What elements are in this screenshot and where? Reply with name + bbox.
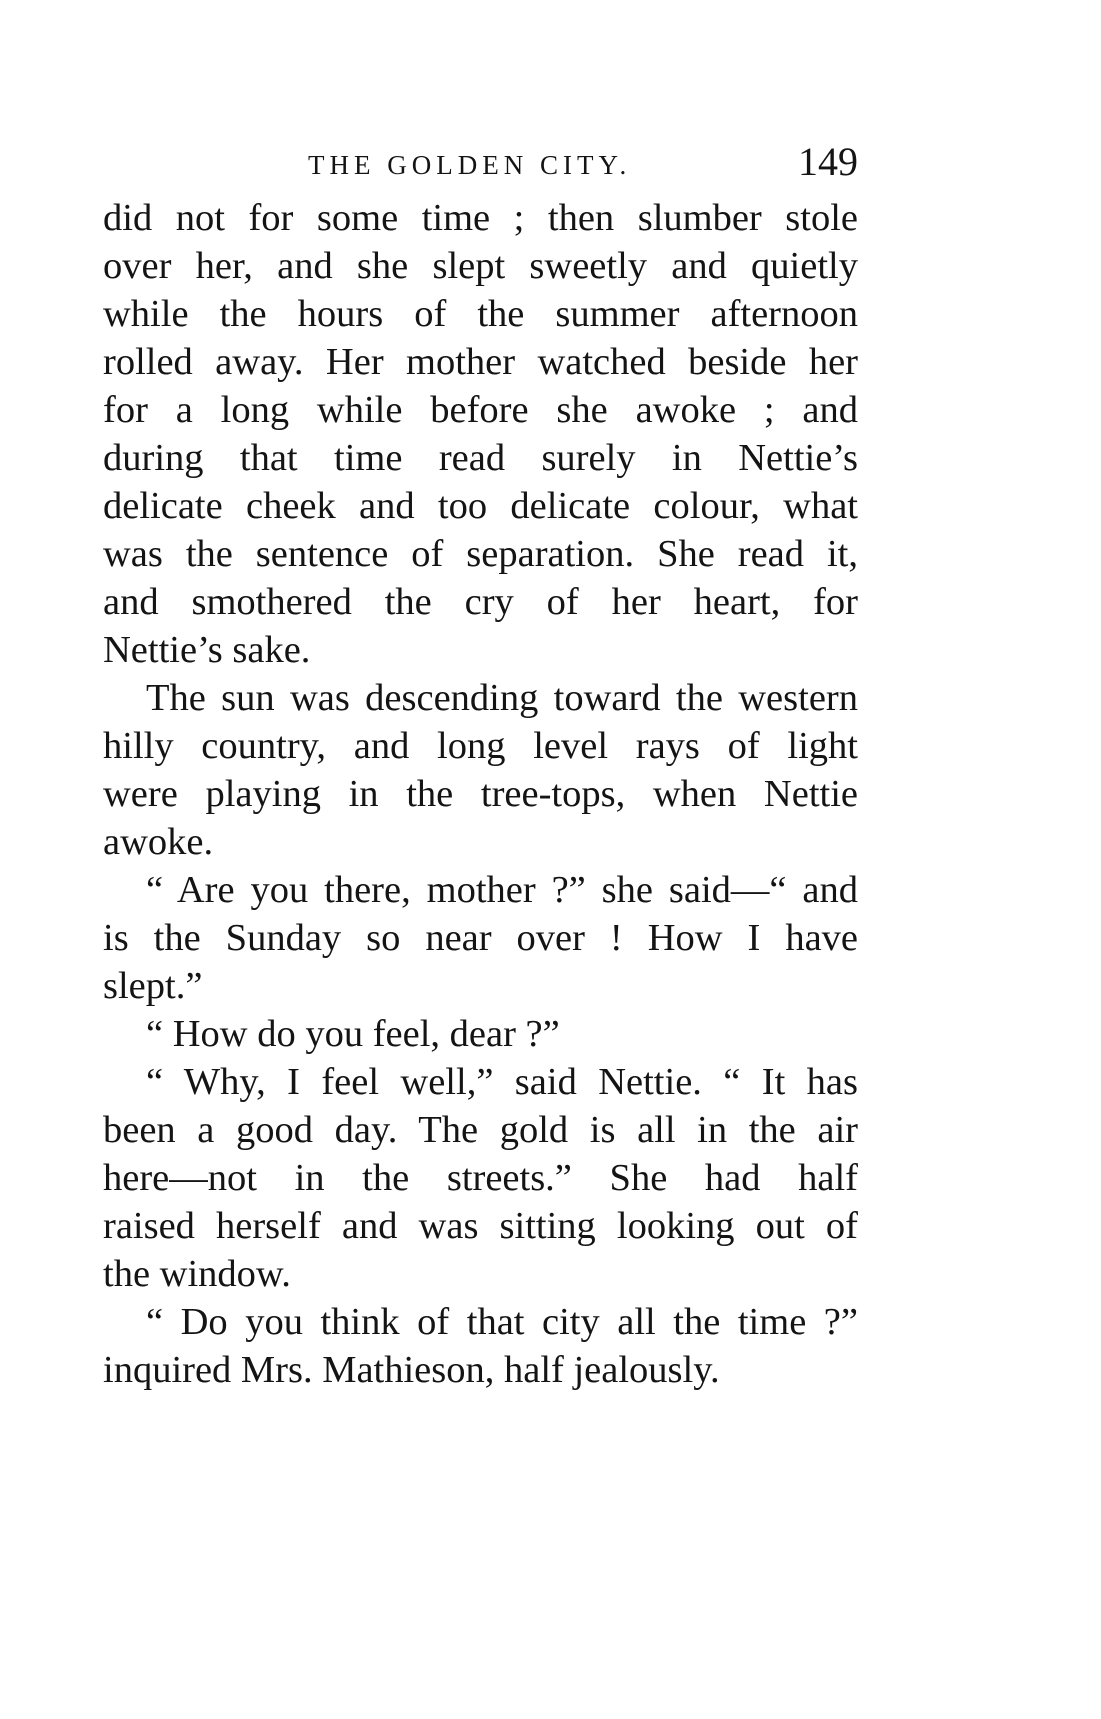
- text-line: did not for some time ; then slumber stole: [103, 197, 858, 239]
- text-line: delicate cheek and too delicate colour, what: [103, 485, 858, 527]
- text-line: inquired Mrs. Mathieson, half jealously.: [103, 1349, 720, 1391]
- text-line: over her, and she slept sweetly and quietly: [103, 245, 858, 287]
- text-line: during that time read surely in Nettie’s: [103, 437, 858, 479]
- text-line: and smothered the cry of her heart, for: [103, 581, 858, 623]
- text-line: was the sentence of separation. She read it,: [103, 533, 858, 575]
- page-header: [103, 138, 858, 198]
- text-line: rolled away. Her mother watched beside her: [103, 341, 858, 383]
- text-line: Nettie’s sake.: [103, 629, 311, 671]
- text-line: were playing in the tree-tops, when Nettie: [103, 773, 858, 815]
- running-title: THE GOLDEN CITY.: [308, 150, 632, 180]
- text-line: “ Do you think of that city all the time ?”: [146, 1301, 858, 1343]
- text-line: “ Are you there, mother ?” she said—“ and: [146, 869, 858, 911]
- text-line: the window.: [103, 1253, 291, 1295]
- page-number: 149: [798, 139, 858, 184]
- text-line: “ How do you feel, dear ?”: [146, 1013, 560, 1055]
- text-line: slept.”: [103, 965, 203, 1007]
- text-line: raised herself and was sitting looking out of: [103, 1205, 858, 1247]
- text-line: is the Sunday so near over ! How I have: [103, 917, 858, 959]
- text-line: The sun was descending toward the western: [146, 677, 858, 719]
- text-line: here—not in the streets.” She had half: [103, 1157, 858, 1199]
- text-line: awoke.: [103, 821, 214, 863]
- text-line: for a long while before she awoke ; and: [103, 389, 858, 431]
- text-line: been a good day. The gold is all in the air: [103, 1109, 858, 1151]
- text-line: while the hours of the summer afternoon: [103, 293, 858, 335]
- text-line: hilly country, and long level rays of light: [103, 725, 858, 767]
- text-line: “ Why, I feel well,” said Nettie. “ It has: [146, 1061, 858, 1103]
